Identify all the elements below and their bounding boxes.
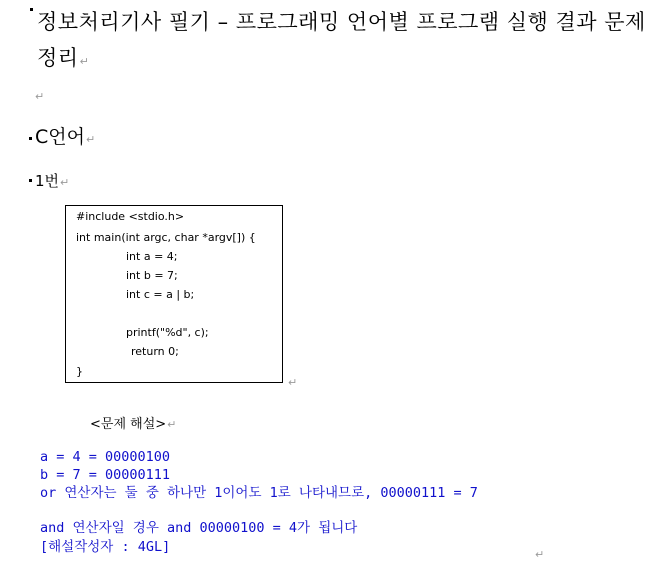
code-line: #include <stdio.h> [76, 210, 185, 223]
code-line: int c = a | b; [126, 288, 195, 301]
code-line: printf("%d", c); [126, 326, 209, 339]
problem-heading: 1번↵ [35, 172, 70, 190]
paragraph-mark [30, 8, 33, 11]
explanation-line: and 연산자일 경우 and 00000100 = 4가 됩니다 [40, 520, 358, 536]
paragraph-mark [29, 179, 32, 182]
paragraph-return-mark: ↵ [79, 55, 90, 68]
paragraph-return-mark: ↵ [535, 548, 545, 561]
empty-paragraph-mark: ↵ [35, 90, 45, 103]
solution-title: <문제 해설>↵ [90, 417, 177, 432]
explanation-line: or 연산자는 둘 중 하나만 1이어도 1로 나타내므로, 00000111 = 7 [40, 485, 478, 501]
paragraph-return-mark: ↵ [288, 376, 298, 389]
code-line: int a = 4; [126, 250, 178, 263]
explanation-line: a = 4 = 00000100 [40, 449, 171, 465]
code-line: int main(int argc, char *argv[]) { [76, 231, 256, 244]
page-title: 정보처리기사 필기 – 프로그래밍 언어별 프로그램 실행 결과 문제 정리↵ [37, 10, 646, 70]
explanation-line: b = 7 = 00000111 [40, 467, 171, 483]
section-heading: C언어↵ [35, 126, 96, 148]
code-box [65, 205, 283, 383]
code-line: int b = 7; [126, 269, 178, 282]
paragraph-return-mark: ↵ [60, 176, 70, 189]
paragraph-mark [29, 137, 32, 140]
paragraph-return-mark: ↵ [167, 418, 177, 431]
explanation-line: [해설작성자 : 4GL] [40, 539, 171, 555]
code-line: return 0; [131, 345, 179, 358]
code-line: } [76, 365, 83, 378]
paragraph-return-mark: ↵ [85, 133, 96, 146]
